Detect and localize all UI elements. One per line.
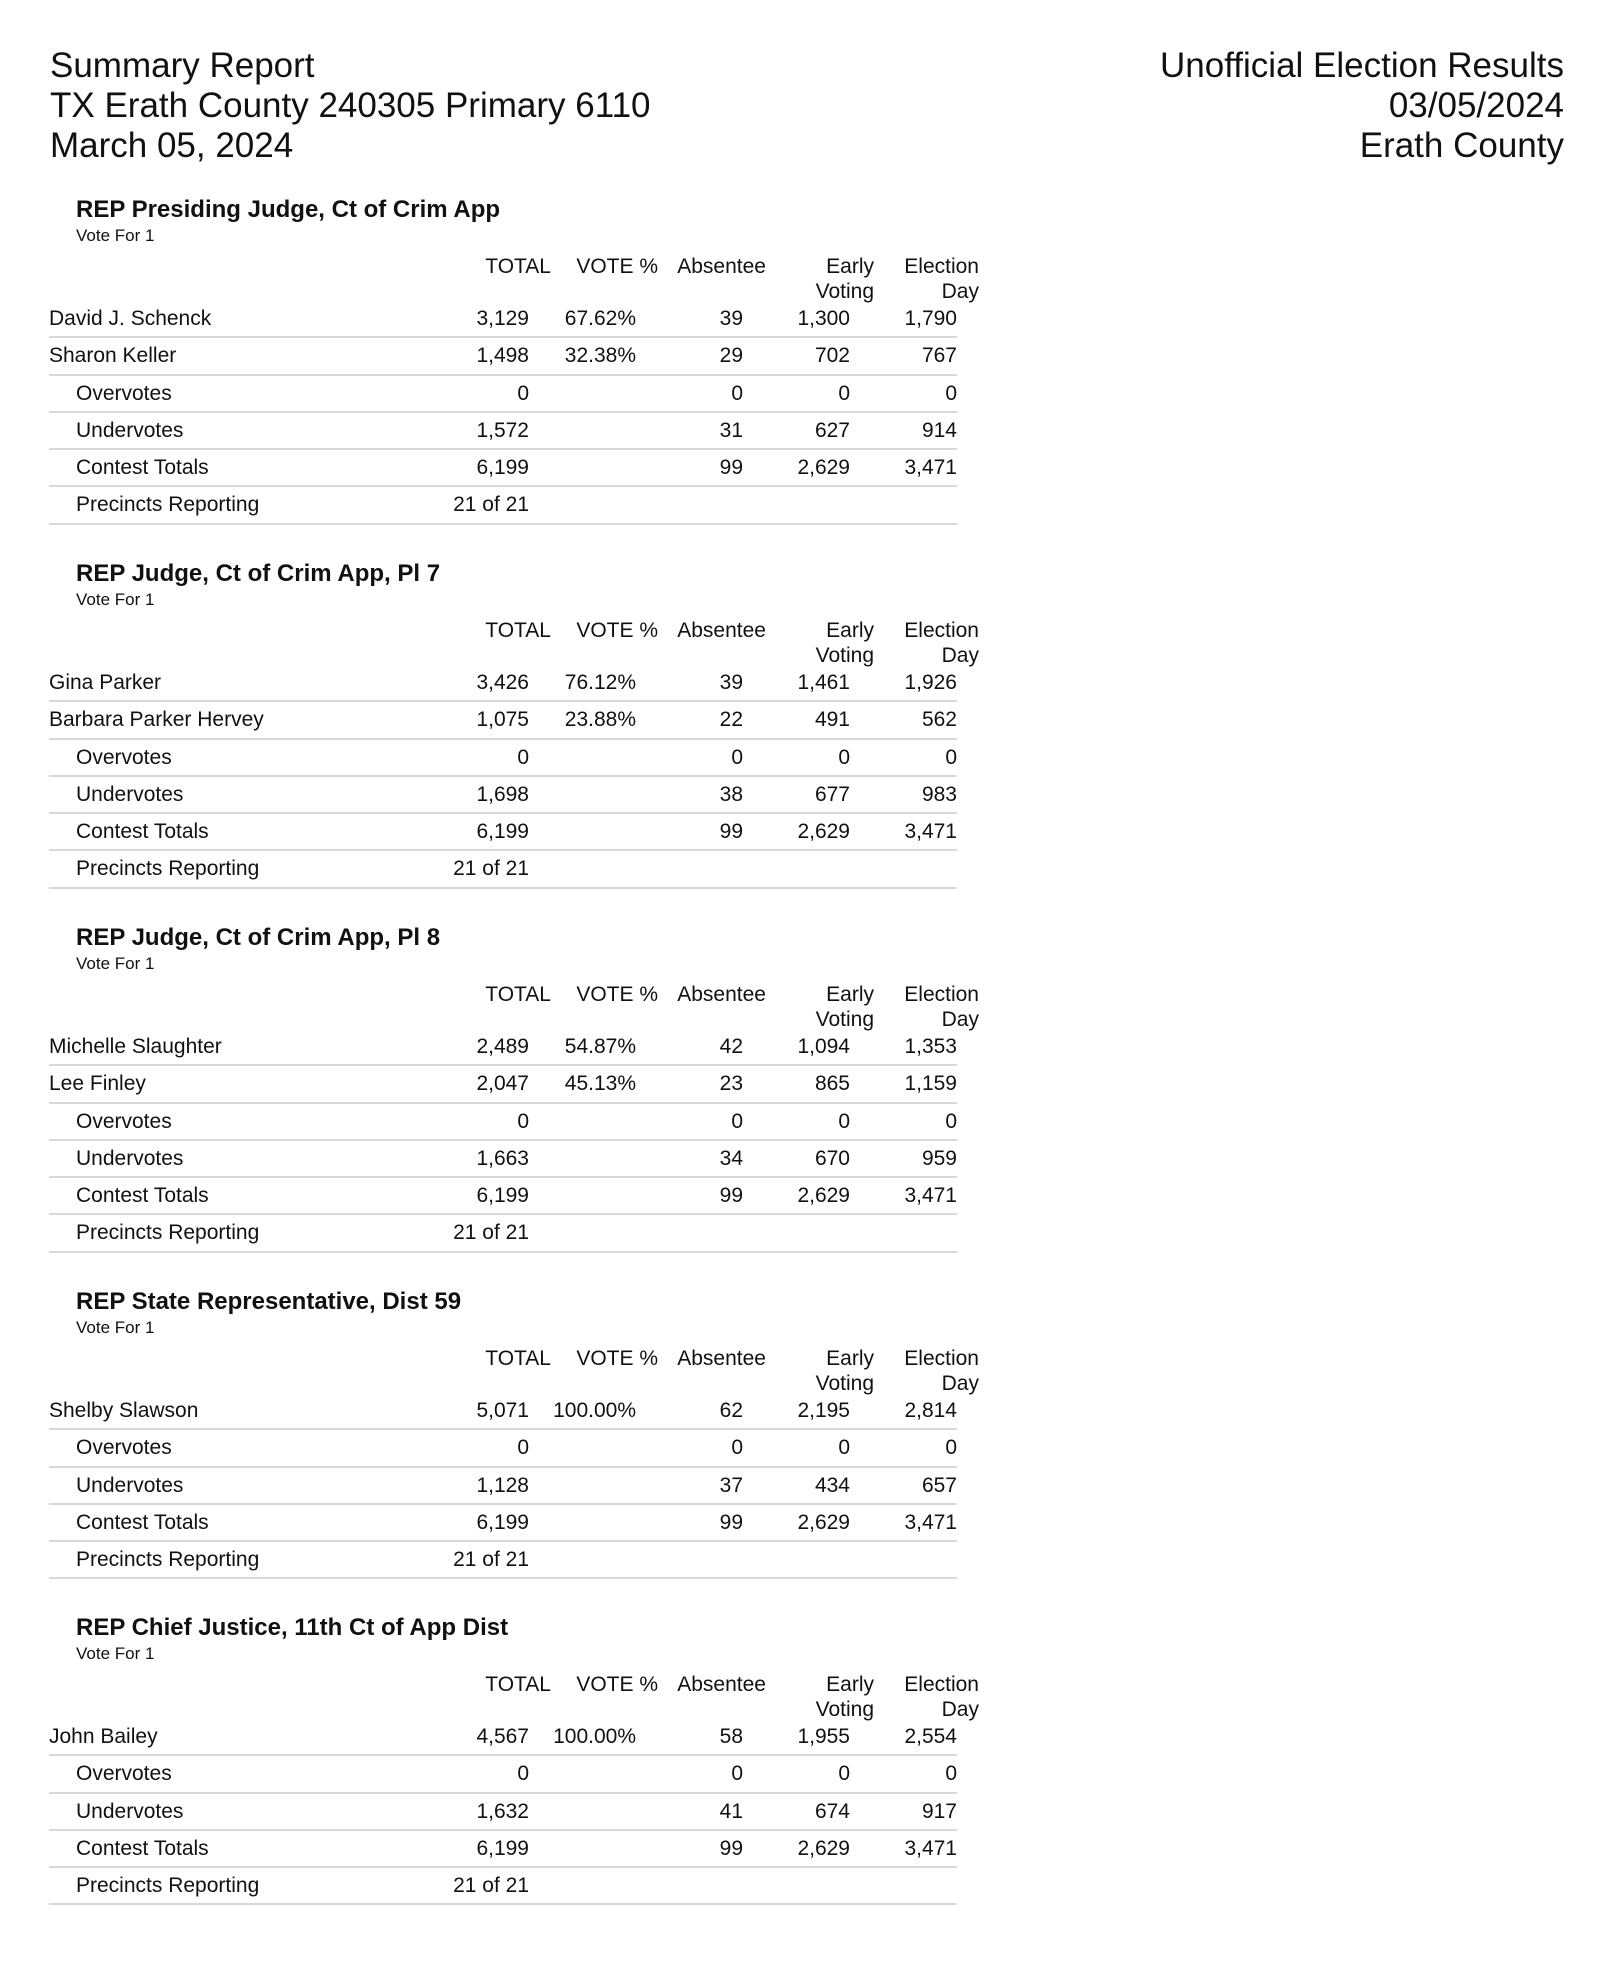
column-header-early-voting <box>816 254 874 304</box>
early-voting-value: 0 <box>838 381 850 405</box>
early-voting-value: 1,955 <box>797 1725 850 1748</box>
absentee-value: 23 <box>719 1072 743 1096</box>
column-header-eday-line2: Day <box>941 1008 979 1031</box>
column-header-total: TOTAL <box>485 1673 551 1696</box>
column-header-early-line1: Early <box>826 619 874 642</box>
vote-for-label: Vote For 1 <box>76 1318 155 1337</box>
summary-row <box>0 1511 1000 1548</box>
candidate-row <box>0 1725 1000 1762</box>
column-header-election-day <box>904 1346 979 1396</box>
column-header-early-line1: Early <box>826 1673 874 1696</box>
column-header-election-day <box>904 982 979 1032</box>
row-label: Contest Totals <box>76 456 209 480</box>
column-header-early-line2: Voting <box>815 1372 874 1395</box>
row-label: Precincts Reporting <box>76 857 260 881</box>
absentee-value: 99 <box>719 1510 743 1534</box>
absentee-value: 41 <box>719 1799 743 1823</box>
row-label: Undervotes <box>76 418 184 442</box>
report-date: March 05, 2024 <box>50 126 294 165</box>
early-voting-value: 627 <box>814 418 850 442</box>
election-day-value: 562 <box>921 708 957 732</box>
election-day-value: 3,471 <box>904 456 957 480</box>
early-voting-value: 2,195 <box>797 1399 850 1422</box>
absentee-value: 0 <box>731 745 743 769</box>
election-day-value: 1,926 <box>904 671 957 694</box>
election-day-value: 2,814 <box>904 1399 957 1422</box>
election-day-value: 0 <box>945 1436 957 1460</box>
column-header-absentee: Absentee <box>677 983 766 1006</box>
candidate-name: Barbara Parker Hervey <box>49 708 264 732</box>
absentee-value: 34 <box>719 1146 743 1170</box>
early-voting-value: 2,629 <box>797 1184 850 1208</box>
vote-percent-value: 23.88% <box>564 708 636 732</box>
row-label: Overvotes <box>76 1109 172 1133</box>
row-label: Contest Totals <box>76 820 209 844</box>
column-header-early-voting <box>816 982 874 1032</box>
column-header-vote-percent: VOTE % <box>576 619 658 642</box>
vote-percent-value: 54.87% <box>564 1035 636 1058</box>
column-header-early-line2: Voting <box>815 1698 874 1721</box>
early-voting-value: 1,461 <box>797 671 850 694</box>
row-label: Contest Totals <box>76 1836 209 1860</box>
total-value: 1,572 <box>476 418 529 442</box>
results-table <box>0 1399 1000 1585</box>
candidate-name: Gina Parker <box>49 671 162 694</box>
vote-percent-value: 100.00% <box>553 1399 636 1422</box>
column-header-eday-line1: Election <box>904 619 979 642</box>
row-label: Precincts Reporting <box>76 1548 260 1572</box>
column-header-early-line1: Early <box>826 1347 874 1370</box>
report-header-right <box>1160 46 1564 166</box>
total-value: 6,199 <box>476 820 529 844</box>
column-header-absentee: Absentee <box>677 619 766 642</box>
column-header-total: TOTAL <box>485 1347 551 1370</box>
candidate-name: John Bailey <box>49 1725 158 1748</box>
candidate-name: Sharon Keller <box>49 344 177 368</box>
summary-row <box>0 1221 1000 1258</box>
column-header-eday-line1: Election <box>904 983 979 1006</box>
column-header-total: TOTAL <box>485 983 551 1006</box>
absentee-value: 29 <box>719 344 743 368</box>
column-header-early-line2: Voting <box>815 280 874 303</box>
total-value: 0 <box>517 745 529 769</box>
total-value: 4,567 <box>476 1725 529 1748</box>
summary-row <box>0 783 1000 820</box>
candidate-row <box>0 1035 1000 1072</box>
summary-row <box>0 1436 1000 1473</box>
summary-row <box>0 1110 1000 1147</box>
early-voting-value: 2,629 <box>797 820 850 844</box>
column-header-early-voting <box>816 1346 874 1396</box>
total-value: 21 of 21 <box>453 1874 529 1898</box>
column-header-vote-percent: VOTE % <box>576 983 658 1006</box>
results-table <box>0 307 1000 531</box>
early-voting-value: 670 <box>814 1146 850 1170</box>
election-day-value: 0 <box>945 745 957 769</box>
column-header-election-day <box>904 254 979 304</box>
total-value: 1,632 <box>476 1799 529 1823</box>
summary-row <box>0 1184 1000 1221</box>
total-value: 3,426 <box>476 671 529 694</box>
election-day-value: 1,790 <box>904 307 957 330</box>
early-voting-value: 674 <box>814 1799 850 1823</box>
candidate-name: David J. Schenck <box>49 307 212 330</box>
total-value: 6,199 <box>476 456 529 480</box>
election-day-value: 3,471 <box>904 1184 957 1208</box>
column-header-vote-percent: VOTE % <box>576 1673 658 1696</box>
column-header-eday-line1: Election <box>904 1347 979 1370</box>
row-label: Overvotes <box>76 1762 172 1786</box>
column-header-early-line2: Voting <box>815 1008 874 1031</box>
total-value: 0 <box>517 1109 529 1133</box>
total-value: 6,199 <box>476 1510 529 1534</box>
vote-for-label: Vote For 1 <box>76 954 155 973</box>
candidate-row <box>0 307 1000 344</box>
summary-row <box>0 746 1000 783</box>
election-day-value: 0 <box>945 1762 957 1786</box>
contest-title: REP Presiding Judge, Ct of Crim App <box>76 196 501 223</box>
election-day-value: 3,471 <box>904 1836 957 1860</box>
column-header-absentee: Absentee <box>677 1673 766 1696</box>
contest-title: REP Judge, Ct of Crim App, Pl 8 <box>76 924 441 951</box>
candidate-row <box>0 708 1000 745</box>
column-header-absentee: Absentee <box>677 1347 766 1370</box>
election-day-value: 3,471 <box>904 1510 957 1534</box>
column-header-eday-line1: Election <box>904 1673 979 1696</box>
vote-percent-value: 67.62% <box>564 307 636 330</box>
absentee-value: 0 <box>731 1436 743 1460</box>
column-header-vote-percent: VOTE % <box>576 1347 658 1370</box>
absentee-value: 99 <box>719 1836 743 1860</box>
summary-row <box>0 1548 1000 1585</box>
election-day-value: 767 <box>921 344 957 368</box>
summary-row <box>0 493 1000 530</box>
early-voting-value: 702 <box>814 344 850 368</box>
total-value: 1,663 <box>476 1146 529 1170</box>
total-value: 2,489 <box>476 1035 529 1058</box>
absentee-value: 0 <box>731 1762 743 1786</box>
column-header-eday-line2: Day <box>941 280 979 303</box>
election-day-value: 657 <box>921 1473 957 1497</box>
vote-percent-value: 45.13% <box>564 1072 636 1096</box>
total-value: 1,075 <box>476 708 529 732</box>
county-name: Erath County <box>1359 126 1564 165</box>
summary-row <box>0 382 1000 419</box>
total-value: 1,498 <box>476 344 529 368</box>
absentee-value: 31 <box>719 418 743 442</box>
total-value: 2,047 <box>476 1072 529 1096</box>
summary-row <box>0 1762 1000 1799</box>
early-voting-value: 0 <box>838 745 850 769</box>
summary-row <box>0 1874 1000 1911</box>
row-label: Precincts Reporting <box>76 493 260 517</box>
vote-percent-value: 32.38% <box>564 344 636 368</box>
absentee-value: 62 <box>719 1399 743 1422</box>
absentee-value: 99 <box>719 1184 743 1208</box>
row-label: Overvotes <box>76 381 172 405</box>
candidate-row <box>0 1072 1000 1109</box>
early-voting-value: 2,629 <box>797 1836 850 1860</box>
election-day-value: 983 <box>921 782 957 806</box>
candidate-name: Lee Finley <box>49 1072 146 1096</box>
column-header-early-voting <box>816 1672 874 1722</box>
contest-title: REP Chief Justice, 11th Ct of App Dist <box>76 1614 509 1641</box>
column-header-election-day <box>904 1672 979 1722</box>
total-value: 21 of 21 <box>453 1221 529 1245</box>
report-election-name: TX Erath County 240305 Primary 6110 <box>50 86 651 125</box>
candidate-row <box>0 671 1000 708</box>
row-label: Undervotes <box>76 1146 184 1170</box>
total-value: 21 of 21 <box>453 857 529 881</box>
total-value: 1,128 <box>476 1473 529 1497</box>
total-value: 6,199 <box>476 1184 529 1208</box>
contest-title: REP Judge, Ct of Crim App, Pl 7 <box>76 560 441 587</box>
total-value: 3,129 <box>476 307 529 330</box>
absentee-value: 0 <box>731 381 743 405</box>
election-day-value: 914 <box>921 418 957 442</box>
early-voting-value: 0 <box>838 1109 850 1133</box>
column-header-total: TOTAL <box>485 619 551 642</box>
early-voting-value: 491 <box>814 708 850 732</box>
summary-row <box>0 1800 1000 1837</box>
early-voting-value: 1,300 <box>797 307 850 330</box>
row-label: Overvotes <box>76 1436 172 1460</box>
total-value: 0 <box>517 1436 529 1460</box>
summary-row <box>0 456 1000 493</box>
absentee-value: 99 <box>719 456 743 480</box>
vote-for-label: Vote For 1 <box>76 590 155 609</box>
column-header-early-voting <box>816 618 874 668</box>
early-voting-value: 0 <box>838 1436 850 1460</box>
absentee-value: 39 <box>719 671 743 694</box>
absentee-value: 42 <box>719 1035 743 1058</box>
absentee-value: 99 <box>719 820 743 844</box>
column-header-early-line1: Early <box>826 983 874 1006</box>
early-voting-value: 677 <box>814 782 850 806</box>
absentee-value: 22 <box>719 708 743 732</box>
column-header-eday-line2: Day <box>941 1698 979 1721</box>
absentee-value: 38 <box>719 782 743 806</box>
election-day-value: 3,471 <box>904 820 957 844</box>
results-status: Unofficial Election Results <box>1160 46 1564 85</box>
row-label: Undervotes <box>76 1799 184 1823</box>
column-header-early-line1: Early <box>826 255 874 278</box>
early-voting-value: 865 <box>814 1072 850 1096</box>
election-day-value: 1,353 <box>904 1035 957 1058</box>
election-day-value: 0 <box>945 381 957 405</box>
candidate-name: Michelle Slaughter <box>49 1035 222 1058</box>
column-header-early-line2: Voting <box>815 644 874 667</box>
total-value: 0 <box>517 1762 529 1786</box>
candidate-name: Shelby Slawson <box>49 1399 199 1422</box>
row-label: Undervotes <box>76 782 184 806</box>
total-value: 21 of 21 <box>453 493 529 517</box>
contest-title: REP State Representative, Dist 59 <box>76 1288 462 1315</box>
election-day-value: 959 <box>921 1146 957 1170</box>
total-value: 6,199 <box>476 1836 529 1860</box>
total-value: 21 of 21 <box>453 1548 529 1572</box>
results-date: 03/05/2024 <box>1388 86 1564 125</box>
column-header-eday-line1: Election <box>904 255 979 278</box>
column-header-vote-percent: VOTE % <box>576 255 658 278</box>
row-label: Precincts Reporting <box>76 1221 260 1245</box>
report-title: Summary Report <box>50 46 315 85</box>
summary-row <box>0 857 1000 894</box>
results-table <box>0 1035 1000 1259</box>
column-header-eday-line2: Day <box>941 1372 979 1395</box>
early-voting-value: 2,629 <box>797 456 850 480</box>
election-day-value: 2,554 <box>904 1725 957 1748</box>
early-voting-value: 2,629 <box>797 1510 850 1534</box>
report-header-left <box>50 46 651 166</box>
candidate-row <box>0 344 1000 381</box>
election-day-value: 917 <box>921 1799 957 1823</box>
vote-for-label: Vote For 1 <box>76 226 155 245</box>
absentee-value: 39 <box>719 307 743 330</box>
summary-row <box>0 1837 1000 1874</box>
column-header-election-day <box>904 618 979 668</box>
column-header-absentee: Absentee <box>677 255 766 278</box>
candidate-row <box>0 1399 1000 1436</box>
row-label: Contest Totals <box>76 1510 209 1534</box>
vote-percent-value: 76.12% <box>564 671 636 694</box>
vote-for-label: Vote For 1 <box>76 1644 155 1663</box>
row-label: Undervotes <box>76 1473 184 1497</box>
election-day-value: 0 <box>945 1109 957 1133</box>
results-table <box>0 671 1000 895</box>
total-value: 0 <box>517 381 529 405</box>
column-header-eday-line2: Day <box>941 644 979 667</box>
summary-row <box>0 1474 1000 1511</box>
summary-row <box>0 820 1000 857</box>
row-label: Overvotes <box>76 745 172 769</box>
absentee-value: 58 <box>719 1725 743 1748</box>
column-header-total: TOTAL <box>485 255 551 278</box>
row-label: Contest Totals <box>76 1184 209 1208</box>
early-voting-value: 1,094 <box>797 1035 850 1058</box>
election-day-value: 1,159 <box>904 1072 957 1096</box>
summary-row <box>0 419 1000 456</box>
total-value: 5,071 <box>476 1399 529 1422</box>
absentee-value: 0 <box>731 1109 743 1133</box>
early-voting-value: 434 <box>814 1473 850 1497</box>
results-table <box>0 1725 1000 1911</box>
vote-percent-value: 100.00% <box>553 1725 636 1748</box>
absentee-value: 37 <box>719 1473 743 1497</box>
summary-row <box>0 1147 1000 1184</box>
early-voting-value: 0 <box>838 1762 850 1786</box>
total-value: 1,698 <box>476 782 529 806</box>
row-label: Precincts Reporting <box>76 1874 260 1898</box>
